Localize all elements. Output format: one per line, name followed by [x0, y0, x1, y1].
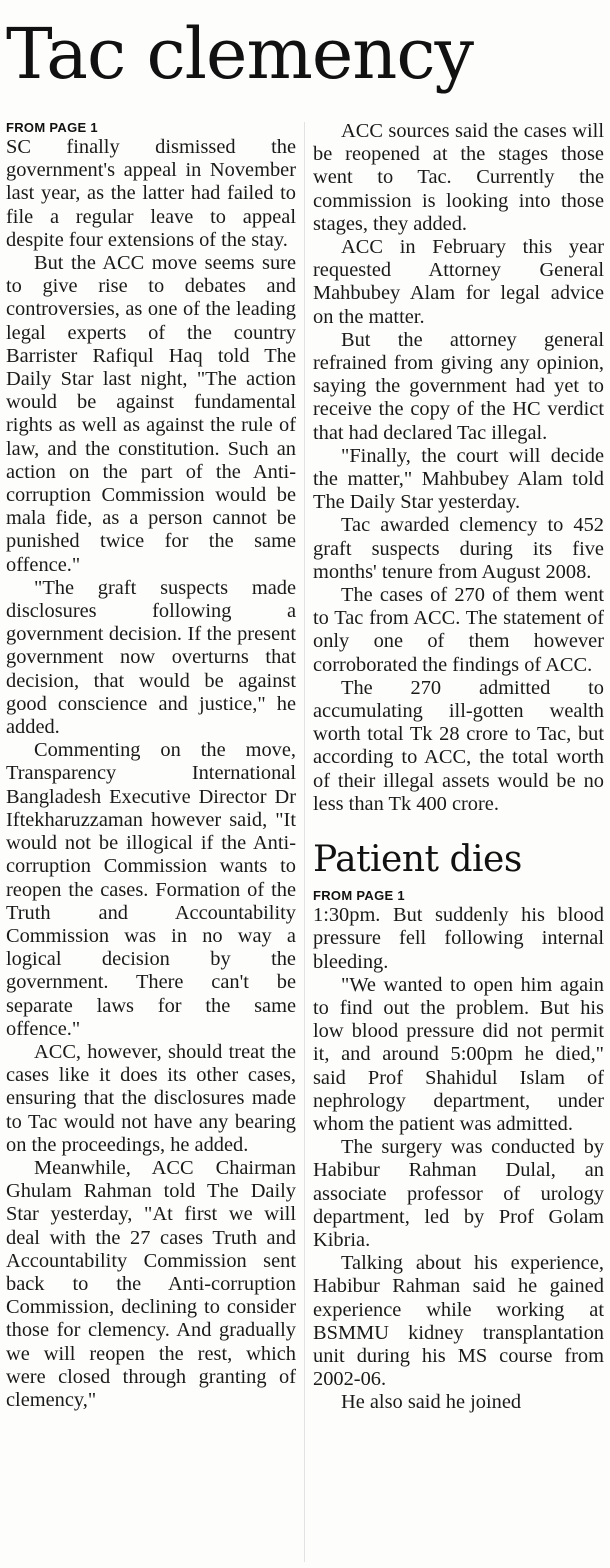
article-paragraph: ACC, however, should treat the cases like it does its other cases, ensuring that the disclosures made to Tac would not have any bearing on the proceedings, he added. [6, 1040, 296, 1156]
headline-patient-dies: Patient dies [313, 839, 522, 881]
article-paragraph: But the ACC move seems sure to give rise to debates and controversies, as one of the leading legal experts of the country Barrister Rafiqul Haq told The Daily Star last night, "The action would be against fundamental rights as well as against the rule of law, and the constitution. Such an action on the part of the Anti-corruption Commission would be mala fide, as a person cannot be punished twice for the same offence." [6, 252, 296, 576]
article-paragraph: "The graft suspects made disclosures following a government decision. If the present government now overturns that decision, that would be against good conscience and justice," he added. [6, 576, 296, 739]
article-paragraph: The 270 admitted to accumulating ill-gotten wealth worth total Tk 28 crore to Tac, but according to ACC, the total worth of their illegal assets would be no less than Tk 400 crore. [313, 676, 604, 815]
continuation-kicker: FROM PAGE 1 [6, 120, 98, 135]
article-paragraph: Commenting on the move, Transparency International Bangladesh Executive Director Dr Iftekharuzzaman however said, "It would not be illogical if the Anti-corruption Commission wants to reopen the cases. Formation of the Truth and Accountability Commission was in no way a logical decision by the government. There can't be separate laws for the same offence." [6, 739, 296, 1040]
article-paragraph: 1:30pm. But suddenly his blood pressure fell following internal bleeding. [313, 904, 604, 973]
article-paragraph: The cases of 270 of them went to Tac from ACC. The statement of only one of them however corroborated the findings of ACC. [313, 584, 604, 676]
article-paragraph: But the attorney general refrained from giving any opinion, saying the government had yet to receive the copy of the HC verdict that had declared Tac illegal. [313, 328, 604, 444]
continuation-kicker: FROM PAGE 1 [313, 888, 405, 904]
article-paragraph: "We wanted to open him again to find out the problem. But his low blood pressure did not permit it, and around 5:00pm he died," said Prof Shahidul Islam of nephrology department, under whom the patient was admitted. [313, 973, 604, 1135]
article-column-left [6, 120, 296, 1568]
article-paragraph: SC finally dismissed the government's appeal in November last year, as the latter had failed to file a regular leave to appeal despite four extensions of the stay. [6, 136, 296, 251]
headline-tac-clemency: Tac clemency [6, 13, 474, 95]
article-paragraph: Meanwhile, ACC Chairman Ghulam Rahman told The Daily Star yesterday, "At first we will deal with the 27 cases Truth and Accountability Commission sent back to the Anti-corruption Commission, declining to consider those for clemency. And gradually we will reopen the rest, which were closed through granting of clemency," [6, 1156, 296, 1411]
article-paragraph: Talking about his experience, Habibur Rahman said he gained experience while working at BSMMU kidney transplantation unit during his MS course from 2002-06. [313, 1252, 604, 1391]
article-paragraph: ACC sources said the cases will be reopened at the stages those went to Tac. Currently the commission is looking into those stages, they added. [313, 120, 604, 235]
article-paragraph: Tac awarded clemency to 452 graft suspects during its five months' tenure from August 2008. [313, 514, 604, 583]
article-paragraph: He also said he joined [341, 1391, 522, 1414]
column-divider [304, 122, 305, 1562]
article-column-right [313, 120, 604, 1568]
article-paragraph: ACC in February this year requested Attorney General Mahbubey Alam for legal advice on the matter. [313, 236, 604, 328]
article-paragraph: "Finally, the court will decide the matter," Mahbubey Alam told The Daily Star yesterday. [313, 444, 604, 514]
article-paragraph: The surgery was conducted by Habibur Rahman Dulal, an associate professor of urology department, led by Prof Golam Kibria. [313, 1136, 604, 1251]
